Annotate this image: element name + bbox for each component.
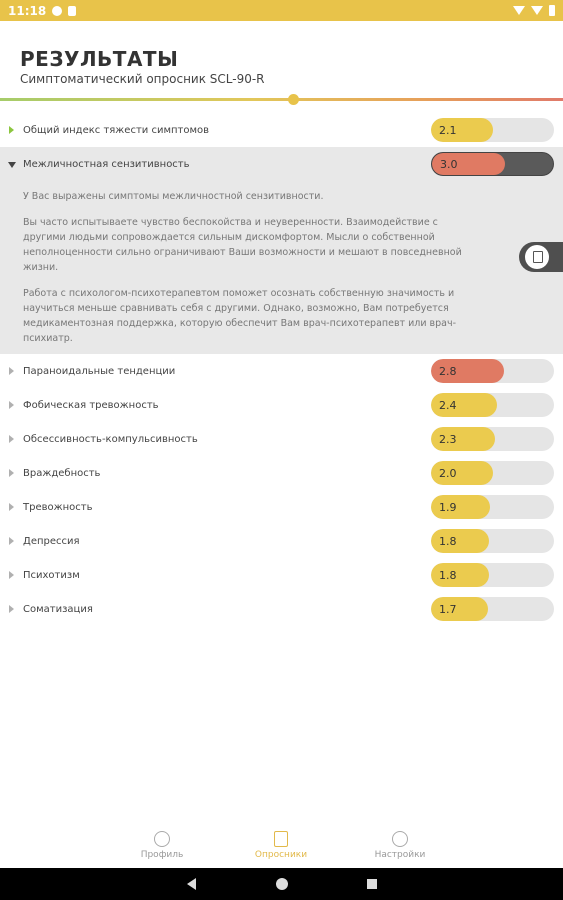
result-row-phobic[interactable]: [0, 388, 563, 422]
wifi-icon: [513, 6, 525, 15]
chevron-right-icon: [9, 469, 14, 477]
result-row-psychoticism[interactable]: [0, 558, 563, 592]
tab-label: Профиль: [140, 850, 184, 860]
result-bar: [431, 393, 554, 417]
status-bar: [0, 0, 563, 21]
result-label: Психотизм: [23, 569, 80, 581]
result-row-depression[interactable]: [0, 524, 563, 558]
result-bar: [431, 427, 554, 451]
chevron-right-icon: [9, 571, 14, 579]
result-row-overall[interactable]: [0, 113, 563, 147]
result-row-interpersonal[interactable]: [0, 147, 563, 181]
sim-icon: [68, 6, 76, 16]
result-row-anxiety[interactable]: [0, 490, 563, 524]
chevron-down-icon: [8, 162, 16, 168]
details-paragraph: Работа с психологом-психотерапевтом поможет осознать собственную значимость и научиться меньше сравнивать себя с другими. Однако, возможно, Вам потребуется медикаментозная поддержка, которую обеспечит Вам врач-психотерапевт или врач-психиатр.: [23, 288, 457, 344]
result-row-hostility[interactable]: [0, 456, 563, 490]
chevron-right-icon: [9, 367, 14, 375]
result-bar: [431, 152, 554, 176]
result-bar: [431, 495, 554, 519]
result-row-somatization[interactable]: [0, 592, 563, 626]
page-title: РЕЗУЛЬТАТЫ: [20, 47, 179, 71]
result-label: Тревожность: [23, 501, 93, 513]
tab-profile[interactable]: [122, 831, 202, 860]
result-label: Общий индекс тяжести симптомов: [23, 124, 210, 136]
result-value: 1.7: [431, 597, 488, 621]
result-value: 1.8: [431, 529, 489, 553]
result-bar: [431, 118, 554, 142]
chevron-right-icon: [9, 126, 14, 134]
bottom-tab-bar: [0, 825, 563, 868]
result-value: 2.3: [431, 427, 495, 451]
status-time: 11:18: [8, 3, 47, 18]
signal-icon: [531, 6, 543, 15]
result-row-paranoid[interactable]: [0, 354, 563, 388]
result-label: Депрессия: [23, 535, 80, 547]
tab-label: Настройки: [374, 850, 426, 860]
smile-icon: [154, 831, 170, 847]
chevron-right-icon: [9, 503, 14, 511]
gear-icon: [392, 831, 408, 847]
tab-surveys[interactable]: [241, 831, 321, 860]
result-details: [0, 181, 563, 354]
result-value: 1.8: [431, 563, 489, 587]
tab-settings[interactable]: [360, 831, 440, 860]
results-header: [0, 21, 563, 101]
result-label: Параноидальные тенденции: [23, 365, 176, 377]
result-bar: [431, 359, 554, 383]
result-value: 1.9: [431, 495, 490, 519]
details-paragraph: У Вас выражены симптомы межличностной сензитивности.: [23, 191, 324, 202]
result-bar: [431, 563, 554, 587]
page-subtitle: Симптоматический опросник SCL-90-R: [20, 72, 265, 86]
result-label: Обсессивность-компульсивность: [23, 433, 198, 445]
chevron-right-icon: [9, 401, 14, 409]
severity-scale: [0, 98, 563, 101]
document-search-icon: [525, 245, 549, 269]
chevron-right-icon: [9, 435, 14, 443]
chevron-right-icon: [9, 537, 14, 545]
result-bar: [431, 597, 554, 621]
result-value: 2.0: [431, 461, 493, 485]
results-list: [0, 113, 563, 626]
chevron-right-icon: [9, 605, 14, 613]
recent-apps-icon[interactable]: [367, 879, 377, 889]
result-value: 2.4: [431, 393, 497, 417]
back-icon[interactable]: [187, 878, 196, 890]
result-value: 2.8: [431, 359, 504, 383]
result-value: 3.0: [432, 153, 505, 175]
result-label: Межличностная сензитивность: [23, 158, 190, 170]
result-label: Соматизация: [23, 603, 93, 615]
system-nav-bar: [0, 868, 563, 900]
notification-icon: [52, 6, 62, 16]
home-icon[interactable]: [276, 878, 288, 890]
tab-label: Опросники: [254, 850, 308, 860]
result-row-obsessive[interactable]: [0, 422, 563, 456]
battery-icon: [549, 5, 555, 16]
result-label: Враждебность: [23, 467, 101, 479]
find-specialist-button[interactable]: [519, 242, 563, 272]
result-bar: [431, 529, 554, 553]
result-label: Фобическая тревожность: [23, 399, 159, 411]
result-bar: [431, 461, 554, 485]
document-icon: [274, 831, 288, 847]
severity-scale-marker: [288, 94, 299, 105]
details-paragraph: Вы часто испытываете чувство беспокойства и неуверенности. Взаимодействие с другими людьми сопровождается сильным дискомфортом. Мысли о собственной неполноценности сильно ограничивают Ваши возможности и мешают в повседневной жизни.: [23, 217, 462, 273]
result-value: 2.1: [431, 118, 493, 142]
